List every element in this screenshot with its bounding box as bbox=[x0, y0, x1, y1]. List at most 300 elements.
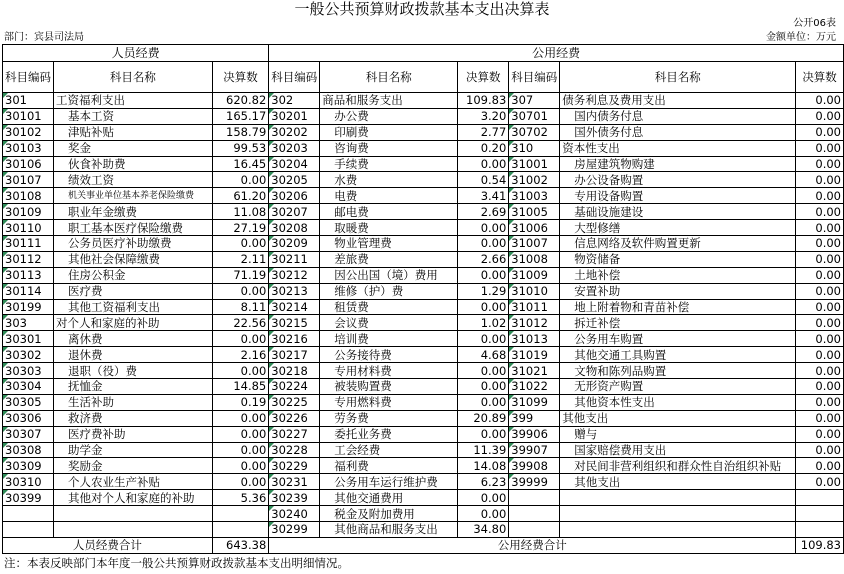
public-a-name-cell[interactable]: 维修（护）费 bbox=[320, 283, 458, 299]
personnel-amount-cell[interactable]: 27.19 bbox=[212, 220, 268, 236]
personnel-code-cell[interactable]: 30399 bbox=[3, 490, 54, 506]
personnel-code-cell[interactable]: 30114 bbox=[3, 283, 54, 299]
public-b-amount-cell[interactable]: 0.00 bbox=[796, 283, 844, 299]
personnel-amount-cell[interactable]: 5.36 bbox=[212, 490, 268, 506]
public-b-code-cell[interactable]: 31013 bbox=[509, 331, 560, 347]
public-b-code-cell[interactable]: 31001 bbox=[509, 156, 560, 172]
personnel-name-cell[interactable]: 其他社会保障缴费 bbox=[54, 251, 213, 267]
public-b-name-cell[interactable] bbox=[560, 506, 796, 522]
personnel-amount-cell[interactable]: 620.82 bbox=[212, 93, 268, 109]
public-a-amount-cell[interactable]: 2.69 bbox=[458, 204, 509, 220]
name-header: 科目名称 bbox=[54, 62, 213, 93]
personnel-code-cell[interactable]: 30199 bbox=[3, 299, 54, 315]
public-a-code-cell[interactable]: 30211 bbox=[269, 251, 320, 267]
public-b-code-cell[interactable]: 30702 bbox=[509, 124, 560, 140]
public-a-name-cell[interactable]: 其他商品和服务支出 bbox=[320, 522, 458, 538]
personnel-amount-cell[interactable]: 0.00 bbox=[212, 283, 268, 299]
public-a-name-cell[interactable]: 其他交通费用 bbox=[320, 490, 458, 506]
public-b-amount-cell[interactable]: 0.00 bbox=[796, 379, 844, 395]
public-a-code-cell[interactable]: 30209 bbox=[269, 236, 320, 252]
table-row bbox=[3, 442, 844, 458]
public-a-amount-cell[interactable]: 1.02 bbox=[458, 315, 509, 331]
public-a-name-cell[interactable]: 培训费 bbox=[320, 331, 458, 347]
public-a-amount-cell[interactable]: 0.00 bbox=[458, 490, 509, 506]
public-a-name-cell[interactable]: 福利费 bbox=[320, 458, 458, 474]
public-b-code-cell[interactable]: 31010 bbox=[509, 283, 560, 299]
personnel-code-cell[interactable]: 30107 bbox=[3, 172, 54, 188]
public-b-name-cell[interactable]: 土地补偿 bbox=[560, 267, 796, 283]
public-b-amount-cell[interactable]: 0.00 bbox=[796, 426, 844, 442]
public-b-amount-cell[interactable]: 0.00 bbox=[796, 220, 844, 236]
public-a-name-cell[interactable]: 专用燃料费 bbox=[320, 394, 458, 410]
public-a-amount-cell[interactable]: 11.39 bbox=[458, 442, 509, 458]
public-a-amount-cell[interactable]: 3.41 bbox=[458, 188, 509, 204]
public-b-name-cell[interactable]: 公务用车购置 bbox=[560, 331, 796, 347]
public-b-code-cell[interactable]: 30701 bbox=[509, 108, 560, 124]
personnel-name-cell[interactable]: 绩效工资 bbox=[54, 172, 213, 188]
public-b-name-cell[interactable]: 拆迁补偿 bbox=[560, 315, 796, 331]
personnel-name-cell[interactable]: 救济费 bbox=[54, 410, 213, 426]
personnel-name-cell[interactable]: 职工基本医疗保险缴费 bbox=[54, 220, 213, 236]
personnel-name-cell[interactable]: 离休费 bbox=[54, 331, 213, 347]
table-row bbox=[3, 522, 844, 538]
public-b-code-cell[interactable]: 307 bbox=[509, 93, 560, 109]
public-a-code-cell[interactable]: 30299 bbox=[269, 522, 320, 538]
table-row bbox=[3, 474, 844, 490]
public-b-name-cell[interactable]: 对民间非营利组织和群众性自治组织补贴 bbox=[560, 458, 796, 474]
public-a-name-cell[interactable]: 手续费 bbox=[320, 156, 458, 172]
public-b-amount-cell[interactable]: 0.00 bbox=[796, 347, 844, 363]
public-b-amount-cell[interactable]: 0.00 bbox=[796, 299, 844, 315]
personnel-code-cell[interactable]: 30304 bbox=[3, 379, 54, 395]
public-a-name-cell[interactable]: 差旅费 bbox=[320, 251, 458, 267]
public-b-code-cell[interactable]: 39999 bbox=[509, 474, 560, 490]
public-a-code-cell[interactable]: 30240 bbox=[269, 506, 320, 522]
personnel-code-cell[interactable]: 30302 bbox=[3, 347, 54, 363]
public-b-name-cell[interactable]: 专用设备购置 bbox=[560, 188, 796, 204]
public-a-code-cell[interactable]: 30229 bbox=[269, 458, 320, 474]
public-b-code-cell[interactable]: 31005 bbox=[509, 204, 560, 220]
public-b-name-cell[interactable]: 房屋建筑物购建 bbox=[560, 156, 796, 172]
public-a-code-cell[interactable]: 30205 bbox=[269, 172, 320, 188]
table-row bbox=[3, 108, 844, 124]
public-a-name-cell[interactable]: 取暖费 bbox=[320, 220, 458, 236]
personnel-name-cell[interactable]: 其他工资福利支出 bbox=[54, 299, 213, 315]
public-a-amount-cell[interactable]: 2.66 bbox=[458, 251, 509, 267]
public-b-name-cell[interactable]: 国内债务付息 bbox=[560, 108, 796, 124]
table-row bbox=[3, 283, 844, 299]
table-row bbox=[3, 188, 844, 204]
personnel-name-cell[interactable]: 住房公积金 bbox=[54, 267, 213, 283]
personnel-name-cell[interactable]: 工资福利支出 bbox=[54, 93, 213, 109]
personnel-amount-cell[interactable]: 0.00 bbox=[212, 363, 268, 379]
footnote: 注：本表反映部门本年度一般公共预算财政拨款基本支出明细情况。 bbox=[4, 556, 349, 570]
public-b-code-cell[interactable]: 31007 bbox=[509, 236, 560, 252]
public-b-name-cell[interactable] bbox=[560, 490, 796, 506]
public-a-amount-cell[interactable]: 0.00 bbox=[458, 299, 509, 315]
public-b-code-cell[interactable] bbox=[509, 522, 560, 538]
public-a-amount-cell[interactable]: 3.20 bbox=[458, 108, 509, 124]
public-b-amount-cell[interactable] bbox=[796, 522, 844, 538]
public-a-name-cell[interactable]: 电费 bbox=[320, 188, 458, 204]
personnel-code-cell[interactable]: 30113 bbox=[3, 267, 54, 283]
public-b-amount-cell[interactable]: 0.00 bbox=[796, 251, 844, 267]
code-header: 科目编码 bbox=[509, 62, 560, 93]
public-a-name-cell[interactable]: 劳务费 bbox=[320, 410, 458, 426]
personnel-amount-cell[interactable]: 22.56 bbox=[212, 315, 268, 331]
personnel-name-cell[interactable]: 其他对个人和家庭的补助 bbox=[54, 490, 213, 506]
public-a-code-cell[interactable]: 30215 bbox=[269, 315, 320, 331]
public-a-amount-cell[interactable]: 2.77 bbox=[458, 124, 509, 140]
totals-row bbox=[3, 537, 844, 553]
personnel-amount-cell[interactable]: 8.11 bbox=[212, 299, 268, 315]
table-row bbox=[3, 410, 844, 426]
public-a-amount-cell[interactable]: 0.20 bbox=[458, 140, 509, 156]
public-a-code-cell[interactable]: 30214 bbox=[269, 299, 320, 315]
personnel-name-cell[interactable]: 退休费 bbox=[54, 347, 213, 363]
public-b-amount-cell[interactable]: 0.00 bbox=[796, 188, 844, 204]
form-number: 公开06表 bbox=[793, 18, 836, 29]
public-a-name-cell[interactable]: 租赁费 bbox=[320, 299, 458, 315]
personnel-amount-cell[interactable]: 61.20 bbox=[212, 188, 268, 204]
public-b-name-cell[interactable]: 其他资本性支出 bbox=[560, 394, 796, 410]
public-b-amount-cell[interactable]: 0.00 bbox=[796, 331, 844, 347]
public-a-code-cell[interactable]: 30212 bbox=[269, 267, 320, 283]
personnel-code-cell[interactable]: 30307 bbox=[3, 426, 54, 442]
department-label: 部门：宾县司法局 bbox=[4, 32, 84, 43]
public-a-amount-cell[interactable]: 6.23 bbox=[458, 474, 509, 490]
public-a-amount-cell[interactable]: 0.00 bbox=[458, 156, 509, 172]
public-a-code-cell[interactable]: 30227 bbox=[269, 426, 320, 442]
public-b-code-cell[interactable]: 31022 bbox=[509, 379, 560, 395]
public-b-code-cell[interactable]: 31019 bbox=[509, 347, 560, 363]
personnel-amount-cell[interactable]: 0.19 bbox=[212, 394, 268, 410]
public-b-code-cell[interactable]: 39906 bbox=[509, 426, 560, 442]
public-b-amount-cell[interactable]: 0.00 bbox=[796, 315, 844, 331]
public-b-amount-cell[interactable] bbox=[796, 506, 844, 522]
public-header: 公用经费 bbox=[269, 45, 844, 62]
public-b-name-cell[interactable] bbox=[560, 522, 796, 538]
public-b-code-cell[interactable]: 39908 bbox=[509, 458, 560, 474]
public-a-amount-cell[interactable]: 0.00 bbox=[458, 426, 509, 442]
public-a-amount-cell[interactable]: 4.68 bbox=[458, 347, 509, 363]
public-a-amount-cell[interactable]: 20.89 bbox=[458, 410, 509, 426]
public-b-name-cell[interactable]: 文物和陈列品购置 bbox=[560, 363, 796, 379]
unit-label: 金额单位：万元 bbox=[766, 32, 836, 43]
personnel-code-cell[interactable] bbox=[3, 522, 54, 538]
public-b-name-cell[interactable]: 安置补助 bbox=[560, 283, 796, 299]
personnel-name-cell[interactable]: 个人农业生产补贴 bbox=[54, 474, 213, 490]
public-b-name-cell[interactable]: 其他支出 bbox=[560, 410, 796, 426]
public-a-name-cell[interactable]: 商品和服务支出 bbox=[320, 93, 458, 109]
public-a-name-cell[interactable]: 专用材料费 bbox=[320, 363, 458, 379]
table-row bbox=[3, 506, 844, 522]
personnel-name-cell[interactable]: 医疗费补助 bbox=[54, 426, 213, 442]
personnel-amount-cell[interactable]: 0.00 bbox=[212, 410, 268, 426]
personnel-code-cell[interactable]: 30102 bbox=[3, 124, 54, 140]
amount-header: 决算数 bbox=[458, 62, 509, 93]
public-a-name-cell[interactable]: 因公出国（境）费用 bbox=[320, 267, 458, 283]
public-b-amount-cell[interactable]: 0.00 bbox=[796, 93, 844, 109]
public-b-amount-cell[interactable] bbox=[796, 490, 844, 506]
public-a-code-cell[interactable]: 30231 bbox=[269, 474, 320, 490]
public-total-label: 公用经费合计 bbox=[269, 537, 796, 553]
table-row bbox=[3, 490, 844, 506]
public-a-name-cell[interactable]: 邮电费 bbox=[320, 204, 458, 220]
personnel-name-cell[interactable]: 助学金 bbox=[54, 442, 213, 458]
amount-header: 决算数 bbox=[212, 62, 268, 93]
table-row bbox=[3, 379, 844, 395]
personnel-amount-cell[interactable]: 2.16 bbox=[212, 347, 268, 363]
personnel-name-cell[interactable]: 机关事业单位基本养老保险缴费 bbox=[54, 188, 213, 204]
public-b-name-cell[interactable]: 资本性支出 bbox=[560, 140, 796, 156]
public-a-amount-cell[interactable]: 14.08 bbox=[458, 458, 509, 474]
public-a-code-cell[interactable]: 30207 bbox=[269, 204, 320, 220]
personnel-name-cell[interactable]: 津贴补贴 bbox=[54, 124, 213, 140]
personnel-amount-cell[interactable]: 0.00 bbox=[212, 426, 268, 442]
personnel-name-cell[interactable]: 退职（役）费 bbox=[54, 363, 213, 379]
public-a-amount-cell[interactable]: 0.00 bbox=[458, 363, 509, 379]
personnel-code-cell[interactable]: 30109 bbox=[3, 204, 54, 220]
table-row bbox=[3, 156, 844, 172]
public-b-code-cell[interactable] bbox=[509, 506, 560, 522]
public-a-name-cell[interactable]: 工会经费 bbox=[320, 442, 458, 458]
public-b-name-cell[interactable]: 物资储备 bbox=[560, 251, 796, 267]
public-b-amount-cell[interactable]: 0.00 bbox=[796, 394, 844, 410]
personnel-header: 人员经费 bbox=[3, 45, 269, 62]
personnel-code-cell[interactable]: 30106 bbox=[3, 156, 54, 172]
amount-header: 决算数 bbox=[796, 62, 844, 93]
personnel-amount-cell[interactable]: 0.00 bbox=[212, 236, 268, 252]
public-a-amount-cell[interactable]: 0.00 bbox=[458, 267, 509, 283]
public-b-code-cell[interactable]: 31008 bbox=[509, 251, 560, 267]
personnel-name-cell[interactable] bbox=[54, 506, 213, 522]
personnel-code-cell[interactable]: 30110 bbox=[3, 220, 54, 236]
public-b-amount-cell[interactable]: 0.00 bbox=[796, 140, 844, 156]
public-b-name-cell[interactable]: 国家赔偿费用支出 bbox=[560, 442, 796, 458]
personnel-code-cell[interactable]: 30111 bbox=[3, 236, 54, 252]
public-a-name-cell[interactable]: 委托业务费 bbox=[320, 426, 458, 442]
personnel-amount-cell[interactable]: 71.19 bbox=[212, 267, 268, 283]
personnel-name-cell[interactable]: 生活补助 bbox=[54, 394, 213, 410]
personnel-amount-cell[interactable]: 0.00 bbox=[212, 458, 268, 474]
personnel-amount-cell[interactable]: 16.45 bbox=[212, 156, 268, 172]
public-b-code-cell[interactable] bbox=[509, 490, 560, 506]
public-b-code-cell[interactable]: 31021 bbox=[509, 363, 560, 379]
table-row bbox=[3, 299, 844, 315]
personnel-code-cell[interactable] bbox=[3, 506, 54, 522]
table-row bbox=[3, 347, 844, 363]
table-row bbox=[3, 267, 844, 283]
personnel-code-cell[interactable]: 30306 bbox=[3, 410, 54, 426]
public-b-amount-cell[interactable]: 0.00 bbox=[796, 156, 844, 172]
public-b-amount-cell[interactable]: 0.00 bbox=[796, 474, 844, 490]
public-b-name-cell[interactable]: 大型修缮 bbox=[560, 220, 796, 236]
public-a-code-cell[interactable]: 30217 bbox=[269, 347, 320, 363]
public-a-code-cell[interactable]: 30225 bbox=[269, 394, 320, 410]
public-b-amount-cell[interactable]: 0.00 bbox=[796, 267, 844, 283]
public-a-code-cell[interactable]: 30204 bbox=[269, 156, 320, 172]
public-a-code-cell[interactable]: 30218 bbox=[269, 363, 320, 379]
personnel-amount-cell[interactable]: 14.85 bbox=[212, 379, 268, 395]
public-a-code-cell[interactable]: 30208 bbox=[269, 220, 320, 236]
personnel-name-cell[interactable]: 奖励金 bbox=[54, 458, 213, 474]
table-row bbox=[3, 251, 844, 267]
public-a-code-cell[interactable]: 30213 bbox=[269, 283, 320, 299]
report-title: 一般公共预算财政拨款基本支出决算表 bbox=[294, 0, 550, 18]
personnel-amount-cell[interactable]: 0.00 bbox=[212, 474, 268, 490]
personnel-name-cell[interactable]: 奖金 bbox=[54, 140, 213, 156]
table-row bbox=[3, 394, 844, 410]
public-a-amount-cell[interactable]: 0.54 bbox=[458, 172, 509, 188]
public-a-code-cell[interactable]: 30201 bbox=[269, 108, 320, 124]
public-b-code-cell[interactable]: 399 bbox=[509, 410, 560, 426]
public-b-amount-cell[interactable]: 0.00 bbox=[796, 236, 844, 252]
public-a-name-cell[interactable]: 物业管理费 bbox=[320, 236, 458, 252]
public-b-name-cell[interactable]: 基础设施建设 bbox=[560, 204, 796, 220]
personnel-amount-cell[interactable] bbox=[212, 506, 268, 522]
public-b-name-cell[interactable]: 无形资产购置 bbox=[560, 379, 796, 395]
public-b-code-cell[interactable]: 31099 bbox=[509, 394, 560, 410]
public-b-name-cell[interactable]: 债务利息及费用支出 bbox=[560, 93, 796, 109]
public-a-code-cell[interactable]: 30224 bbox=[269, 379, 320, 395]
personnel-total-amount[interactable]: 643.38 bbox=[212, 537, 268, 553]
public-b-name-cell[interactable]: 地上附着物和青苗补偿 bbox=[560, 299, 796, 315]
table-row bbox=[3, 220, 844, 236]
personnel-name-cell[interactable]: 职业年金缴费 bbox=[54, 204, 213, 220]
public-b-amount-cell[interactable]: 0.00 bbox=[796, 172, 844, 188]
public-b-amount-cell[interactable]: 0.00 bbox=[796, 363, 844, 379]
table-row bbox=[3, 172, 844, 188]
public-b-code-cell[interactable]: 31002 bbox=[509, 172, 560, 188]
public-a-amount-cell[interactable]: 0.00 bbox=[458, 379, 509, 395]
public-b-name-cell[interactable]: 办公设备购置 bbox=[560, 172, 796, 188]
public-a-name-cell[interactable]: 咨询费 bbox=[320, 140, 458, 156]
personnel-name-cell[interactable]: 抚恤金 bbox=[54, 379, 213, 395]
personnel-amount-cell[interactable]: 158.79 bbox=[212, 124, 268, 140]
public-a-name-cell[interactable]: 公务用车运行维护费 bbox=[320, 474, 458, 490]
public-b-name-cell[interactable]: 国外债务付息 bbox=[560, 124, 796, 140]
public-b-name-cell[interactable]: 赠与 bbox=[560, 426, 796, 442]
public-a-amount-cell[interactable]: 0.00 bbox=[458, 331, 509, 347]
table-row bbox=[3, 236, 844, 252]
public-b-amount-cell[interactable]: 0.00 bbox=[796, 204, 844, 220]
personnel-code-cell[interactable]: 301 bbox=[3, 93, 54, 109]
personnel-amount-cell[interactable]: 99.53 bbox=[212, 140, 268, 156]
public-a-name-cell[interactable]: 会议费 bbox=[320, 315, 458, 331]
public-b-code-cell[interactable]: 31011 bbox=[509, 299, 560, 315]
table-row bbox=[3, 426, 844, 442]
table-row bbox=[3, 458, 844, 474]
public-b-code-cell[interactable]: 31009 bbox=[509, 267, 560, 283]
public-a-code-cell[interactable]: 302 bbox=[269, 93, 320, 109]
personnel-amount-cell[interactable]: 0.00 bbox=[212, 172, 268, 188]
personnel-code-cell[interactable]: 30310 bbox=[3, 474, 54, 490]
public-a-code-cell[interactable]: 30206 bbox=[269, 188, 320, 204]
public-a-amount-cell[interactable]: 0.00 bbox=[458, 506, 509, 522]
public-a-name-cell[interactable]: 公务接待费 bbox=[320, 347, 458, 363]
public-a-amount-cell[interactable]: 0.00 bbox=[458, 236, 509, 252]
public-a-amount-cell[interactable]: 34.80 bbox=[458, 522, 509, 538]
personnel-code-cell[interactable]: 30112 bbox=[3, 251, 54, 267]
public-a-code-cell[interactable]: 30203 bbox=[269, 140, 320, 156]
public-a-name-cell[interactable]: 办公费 bbox=[320, 108, 458, 124]
personnel-name-cell[interactable]: 基本工资 bbox=[54, 108, 213, 124]
public-b-code-cell[interactable]: 31003 bbox=[509, 188, 560, 204]
table-row bbox=[3, 140, 844, 156]
name-header: 科目名称 bbox=[320, 62, 458, 93]
public-b-amount-cell[interactable]: 0.00 bbox=[796, 410, 844, 426]
table-row bbox=[3, 315, 844, 331]
public-b-name-cell[interactable]: 信息网络及软件购置更新 bbox=[560, 236, 796, 252]
public-b-amount-cell[interactable]: 0.00 bbox=[796, 108, 844, 124]
personnel-code-cell[interactable]: 30308 bbox=[3, 442, 54, 458]
public-a-code-cell[interactable]: 30202 bbox=[269, 124, 320, 140]
public-a-code-cell[interactable]: 30226 bbox=[269, 410, 320, 426]
public-b-code-cell[interactable]: 31006 bbox=[509, 220, 560, 236]
table-row bbox=[3, 93, 844, 109]
personnel-amount-cell[interactable] bbox=[212, 522, 268, 538]
personnel-name-cell[interactable]: 公务员医疗补助缴费 bbox=[54, 236, 213, 252]
table-row bbox=[3, 363, 844, 379]
name-header: 科目名称 bbox=[560, 62, 796, 93]
public-b-code-cell[interactable]: 310 bbox=[509, 140, 560, 156]
public-a-name-cell[interactable]: 水费 bbox=[320, 172, 458, 188]
code-header: 科目编码 bbox=[3, 62, 54, 93]
personnel-code-cell[interactable]: 30101 bbox=[3, 108, 54, 124]
personnel-code-cell[interactable]: 30103 bbox=[3, 140, 54, 156]
public-a-code-cell[interactable]: 30239 bbox=[269, 490, 320, 506]
public-b-code-cell[interactable]: 39907 bbox=[509, 442, 560, 458]
personnel-amount-cell[interactable]: 2.11 bbox=[212, 251, 268, 267]
personnel-name-cell[interactable]: 伙食补助费 bbox=[54, 156, 213, 172]
personnel-amount-cell[interactable]: 0.00 bbox=[212, 331, 268, 347]
personnel-code-cell[interactable]: 303 bbox=[3, 315, 54, 331]
public-a-amount-cell[interactable]: 109.83 bbox=[458, 93, 509, 109]
public-total-amount[interactable]: 109.83 bbox=[796, 537, 844, 553]
personnel-amount-cell[interactable]: 0.00 bbox=[212, 442, 268, 458]
personnel-amount-cell[interactable]: 11.08 bbox=[212, 204, 268, 220]
personnel-code-cell[interactable]: 30305 bbox=[3, 394, 54, 410]
public-b-name-cell[interactable]: 其他交通工具购置 bbox=[560, 347, 796, 363]
personnel-name-cell[interactable] bbox=[54, 522, 213, 538]
code-header: 科目编码 bbox=[269, 62, 320, 93]
personnel-code-cell[interactable]: 30309 bbox=[3, 458, 54, 474]
table-row bbox=[3, 124, 844, 140]
public-b-name-cell[interactable]: 其他支出 bbox=[560, 474, 796, 490]
expenditure-table bbox=[2, 44, 844, 554]
personnel-name-cell[interactable]: 对个人和家庭的补助 bbox=[54, 315, 213, 331]
public-a-amount-cell[interactable]: 0.00 bbox=[458, 220, 509, 236]
public-b-amount-cell[interactable]: 0.00 bbox=[796, 442, 844, 458]
table-row bbox=[3, 331, 844, 347]
public-b-amount-cell[interactable]: 0.00 bbox=[796, 124, 844, 140]
public-b-code-cell[interactable]: 31012 bbox=[509, 315, 560, 331]
personnel-code-cell[interactable]: 30108 bbox=[3, 188, 54, 204]
personnel-code-cell[interactable]: 30301 bbox=[3, 331, 54, 347]
personnel-amount-cell[interactable]: 165.17 bbox=[212, 108, 268, 124]
public-a-code-cell[interactable]: 30228 bbox=[269, 442, 320, 458]
public-a-code-cell[interactable]: 30216 bbox=[269, 331, 320, 347]
public-a-amount-cell[interactable]: 0.00 bbox=[458, 394, 509, 410]
public-a-amount-cell[interactable]: 1.29 bbox=[458, 283, 509, 299]
public-b-amount-cell[interactable]: 0.00 bbox=[796, 458, 844, 474]
public-a-name-cell[interactable]: 被装购置费 bbox=[320, 379, 458, 395]
personnel-name-cell[interactable]: 医疗费 bbox=[54, 283, 213, 299]
public-a-name-cell[interactable]: 税金及附加费用 bbox=[320, 506, 458, 522]
personnel-code-cell[interactable]: 30303 bbox=[3, 363, 54, 379]
public-a-name-cell[interactable]: 印刷费 bbox=[320, 124, 458, 140]
